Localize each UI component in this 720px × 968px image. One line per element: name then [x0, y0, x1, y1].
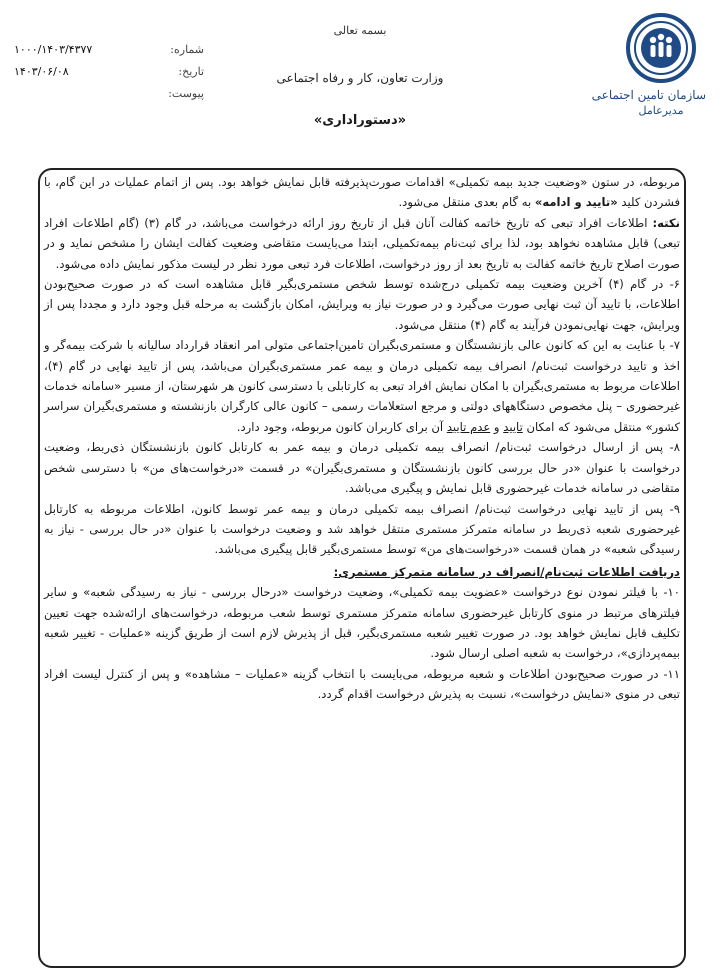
- paragraph-11: ۱۱- در صورت صحیح‌بودن اطلاعات و شعبه مربوطه، می‌بایست با انتخاب گزینه «عملیات – مشاهده» و پس از کنترل لیست افراد تبعی در منوی «نمایش درخواست»، نسبت به پذیرش درخواست اقدام گردد.: [44, 666, 680, 702]
- note-label: نکته:: [652, 215, 680, 230]
- meta-number: [14, 38, 204, 60]
- bold-key-label: «تایید و ادامه»: [534, 195, 618, 210]
- text-run: مربوطه، در ستون «وضعیت جدید بیمه تکمیلی» اقدامات صورت‌پذیرفته قابل نمایش خواهد بود. پس از اتمام عملیات در این گام، با فشردن کلید: [44, 175, 680, 210]
- meta-date: [14, 60, 204, 82]
- paragraph-9: ۹- پس از تایید نهایی درخواست ثبت‌نام/ انصراف بیمه تکمیلی درمان و بیمه عمر توسط کانون، اطلاعات مربوطه به کارتابل غیرحضوری شعبه ذی‌ربط در سامانه متمرکز مستمری منتقل خواهد شد و وضعیت درخواست با عنوان «در حال بررسی - نیاز به رسیدگی شعبه» در همان قسمت «درخواست‌های من» توسط مستمری‌بگیر قابل پیگیری می‌باشد.: [44, 501, 680, 557]
- underlined-approve: تایید: [503, 419, 523, 434]
- paragraph-6: ۶- در گام (۴) آخرین وضعیت بیمه تکمیلی درج‌شده توسط شخص مستمری‌بگیر قابل مشاهده است که در صورت صحیح‌بودن اطلاعات، با تایید آن ثبت نهایی صورت می‌گیرد و در صورت نیاز به ویرایش، امکان بازگشت به مرحله قبل وجود دارد و مجددا پس از ویرایش، جهت نهایی‌نمودن فرآیند به گام (۴) منتقل می‌شود.: [44, 277, 680, 332]
- meta-attachment: [14, 82, 204, 104]
- basmala: بسمه تعالی: [333, 24, 387, 37]
- underlined-reject: عدم تایید: [446, 419, 491, 434]
- meta-value: ۱۴۰۳/۰۶/۰۸: [14, 64, 69, 78]
- meta-label: پیوست:: [168, 86, 204, 100]
- meta-label: شماره:: [170, 42, 204, 56]
- paragraph-7: [44, 335, 680, 437]
- document-title: «دستوراداری»: [313, 113, 407, 128]
- note-text: اطلاعات افراد تبعی که تاریخ خاتمه کفالت آنان قبل از تاریخ روز ارائه درخواست می‌باشد، در گام (۳) (گام اطلاعات افراد تبعی) قابل مشاهده نخواهد بود، لذا برای ثبت‌نام بیمه‌تکمیلی، ابتدا می‌بایست متقاضی وضعیت کفالت ایشان را مشخص نماید و در صورت اصلاح تاریخ خاتمه کفالت به تاریخ بعد از روز درخواست، اطلاعات فرد تبعی مورد نظر در لیست مذکور نمایش داده می‌شود.: [44, 215, 680, 271]
- note-paragraph: [44, 213, 680, 274]
- paragraph-10: ۱۰- با فیلتر نمودن نوع درخواست «عضویت بیمه تکمیلی»، وضعیت درخواست «درحال بررسی - نیاز به رسیدگی شعبه» و سایر فیلترهای مرتبط در منوی کارتابل غیرحضوری سامانه متمرکز مستمری توسط شعب مربوطه، درخواست‌های ارائه‌شده جهت تعیین تکلیف قابل نمایش خواهد بود. در صورت تغییر شعبه مستمری‌بگیر، قبل از پذیرش لازم است از طریق گزینه «عملیات - تغییر شعبه بیمه‌پردازی»، درخواست به شعبه اصلی ارسال شود.: [44, 585, 680, 661]
- paragraph-8: ۸- پس از ارسال درخواست ثبت‌نام/ انصراف بیمه تکمیلی درمان و بیمه عمر به کارتابل کانون بازنشستگان ذی‌ربط، وضعیت درخواست با عنوان «در حال بررسی کانون بازنشستگان و مستمری‌بگیران» در قسمت «درخواست‌های من» با دسترسی شخص متقاضی در سامانه خدمات غیرحضوری قابل نمایش و پیگیری می‌باشد.: [44, 440, 680, 496]
- letterhead: [0, 0, 720, 170]
- text-run: و: [490, 419, 504, 434]
- org-subtitle: مدیرعامل: [638, 104, 684, 117]
- section-heading: دریافت اطلاعات ثبت‌نام/انصراف در سامانه متمرکز مستمری:: [333, 564, 680, 579]
- meta-value: ۱۰۰۰/۱۴۰۳/۴۳۷۷: [14, 42, 93, 56]
- org-name: سازمان تامین اجتماعی: [591, 88, 706, 102]
- paragraph: [44, 172, 680, 213]
- ministry-name: وزارت تعاون، کار و رفاه اجتماعی: [276, 71, 444, 85]
- text-run: آن برای کاربران کانون مربوطه، وجود دارد.: [236, 419, 447, 434]
- letter-meta: [14, 38, 204, 104]
- document-body: [44, 172, 680, 705]
- meta-label: تاریخ:: [178, 64, 204, 78]
- text-run: به گام بعدی منتقل می‌شود.: [398, 195, 535, 210]
- text-run: ۷- با عنایت به این که کانون عالی بازنشستگان و مستمری‌بگیران تامین‌اجتماعی متولی امر انعقاد قرارداد سالیانه با شرکت بیمه‌گر و اخذ و تایید درخواست ثبت‌نام/ انصراف بیمه تکمیلی درمان و بیمه عمر مستمری‌بگیران می‌باشد، پس از تایید نهایی در گام (۴)، اطلاعات مربوط به مستمری‌بگیران با امکان نمایش افراد تبعی به کارتابلی با دسترسی کانون هر شهرستان، از مسیر «سامانه خدمات غیرحضوری – پنل مخصوص دستگاههای دولتی و مرجع استعلامات رسمی – کانون عالی کارگران بازنشسته و مستمری‌بگیران سراسر کشور» منتقل می‌شود که امکان: [44, 338, 680, 434]
